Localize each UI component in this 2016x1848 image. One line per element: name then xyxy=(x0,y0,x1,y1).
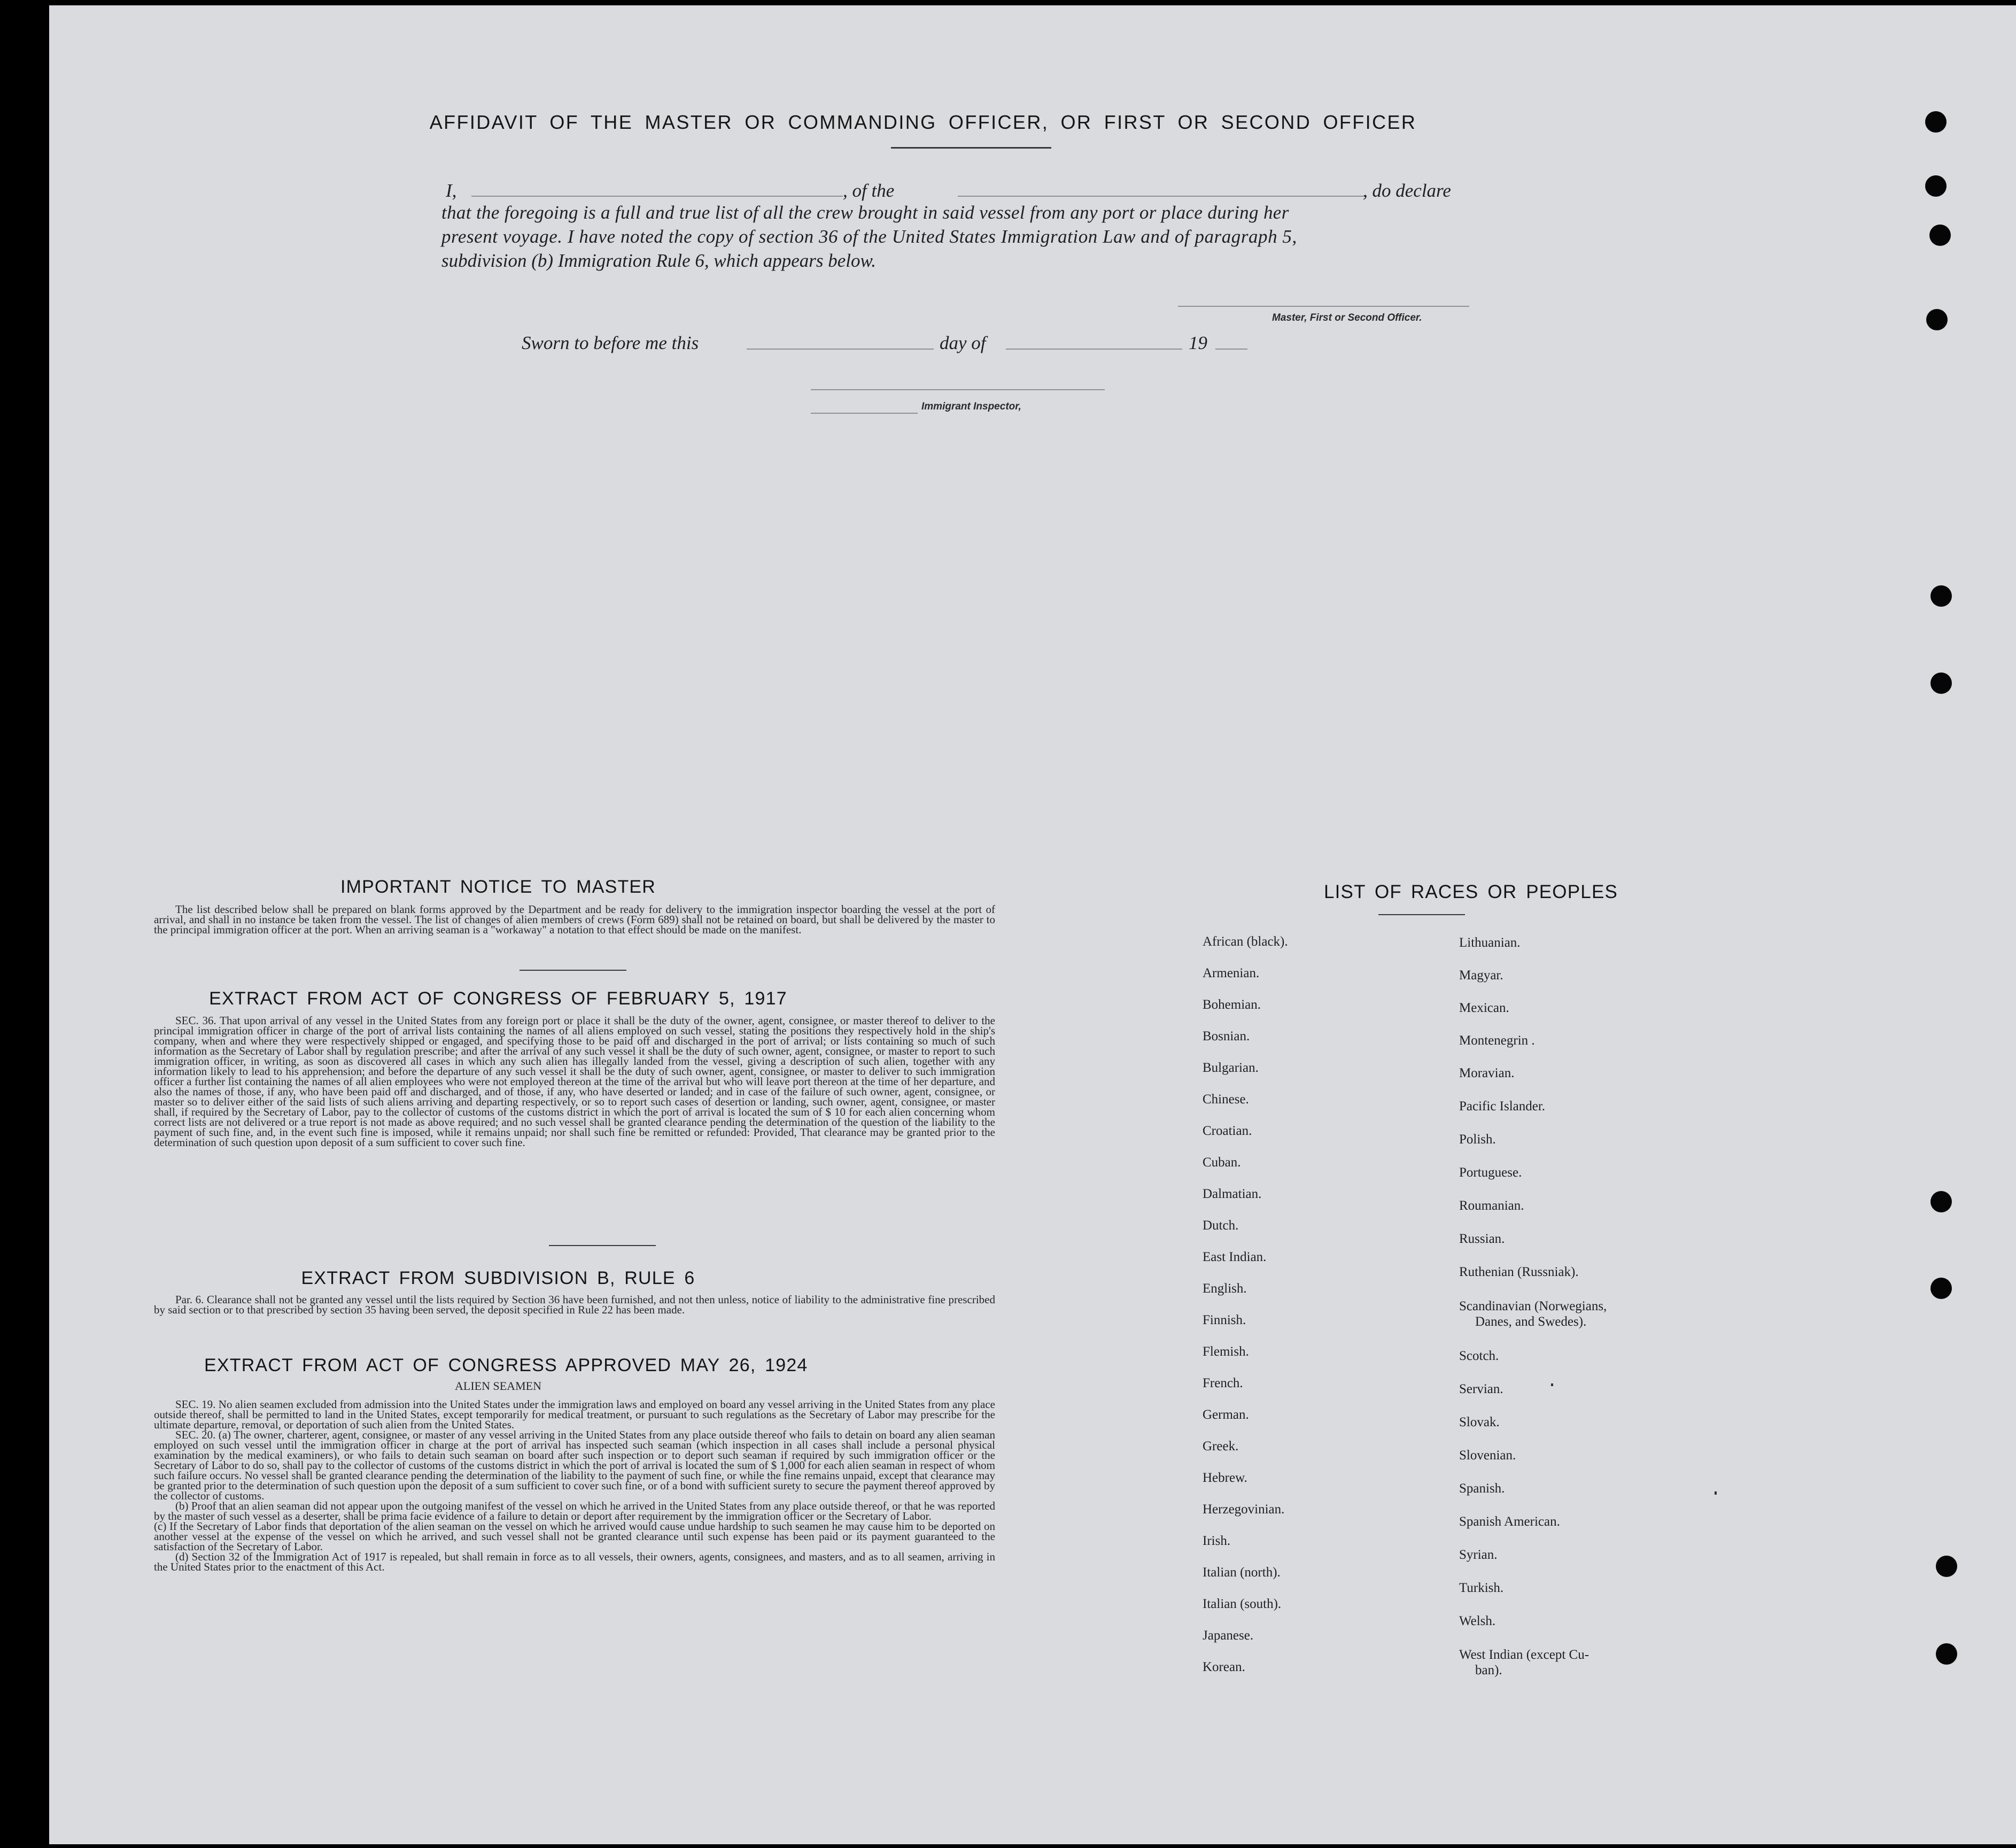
race-item: West Indian (except Cu- xyxy=(1459,1648,1589,1662)
race-item-continued: ban). xyxy=(1475,1663,1502,1677)
sec-20b-paragraph: (b) Proof that an alien seaman did not appear upon the outgoing manifest of the vessel on which he arrived in the United States from any place outside thereof, or that he was reported by the master of such vessel as a deserter, shall be prima facie evidence of a failure to detain or deport after requirement by the immigration officer or the Secretary of Labor. xyxy=(154,1499,995,1522)
race-item: Italian (south). xyxy=(1203,1597,1282,1611)
notice-paragraph: The list described below shall be prepared on blank forms approved by the Department and be ready for delivery to the immigration inspector boarding the vessel at the port of arrival, and shall in no instance be taken from the vessel. The list of changes of alien members of crews (Form 689) shall not be retained on board, but shall be delivered by the master to the principal immigration officer at the port. When an arriving seaman is a "workaway" a notation to that effect should be made on the manifest. xyxy=(154,903,995,936)
races-title: LIST OF RACES OR PEOPLES xyxy=(1323,882,1618,902)
inspector-signature-line[interactable] xyxy=(811,389,1105,390)
extract-rule6-text xyxy=(154,1295,995,1315)
race-item: Mexican. xyxy=(1459,1001,1509,1015)
sworn-prefix: Sworn to before me this xyxy=(522,333,699,353)
race-item: Dalmatian. xyxy=(1203,1187,1262,1201)
punch-hole-icon xyxy=(1929,225,1951,246)
affidavit-title-rule xyxy=(891,147,1051,149)
affidavit-line-4: subdivision (b) Immigration Rule 6, which appears below. xyxy=(441,250,877,271)
sworn-day-of: day of xyxy=(940,333,986,353)
inspector-caption-line xyxy=(811,413,918,414)
race-item: Hebrew. xyxy=(1203,1471,1247,1485)
punch-hole-icon xyxy=(1925,111,1947,133)
race-item: Servian. xyxy=(1459,1382,1503,1396)
race-item: Bulgarian. xyxy=(1203,1061,1259,1075)
race-item: East Indian. xyxy=(1203,1250,1267,1264)
race-item: Syrian. xyxy=(1459,1548,1498,1562)
races-title-rule xyxy=(1378,914,1465,915)
punch-hole-icon xyxy=(1925,175,1947,197)
extract-1924-text xyxy=(154,1399,995,1572)
race-item: Spanish American. xyxy=(1459,1514,1560,1529)
inspector-caption: Immigrant Inspector, xyxy=(921,401,1021,412)
punch-hole-icon xyxy=(1930,672,1952,694)
affidavit-i: I, xyxy=(446,180,457,201)
punch-hole-icon xyxy=(1926,309,1948,330)
ink-speck xyxy=(1551,1383,1553,1386)
race-item: Italian (north). xyxy=(1203,1565,1281,1580)
race-item: Finnish. xyxy=(1203,1313,1246,1327)
extract-1917-text xyxy=(154,1016,995,1148)
race-item: Croatian. xyxy=(1203,1124,1252,1138)
extract-1924-subtitle: ALIEN SEAMEN xyxy=(455,1379,541,1393)
affidavit-do-declare: , do declare xyxy=(1363,180,1451,201)
race-item: Cuban. xyxy=(1203,1155,1241,1170)
race-item: Scotch. xyxy=(1459,1349,1499,1363)
sec-36-paragraph: SEC. 36. That upon arrival of any vessel in the United States from any foreign port or place it shall be the duty of the owner, agent, consignee, or master thereof to deliver to the principal immigration officer in charge of the port of arrival lists containing the names of all aliens employed on such vessel, stating the positions they respectively hold in the ship's company, when and where they were respectively shipped or engaged, and specifying those to be paid off and discharged in the port of arrival; or lists containing so much of such information as the Secretary of Labor shall by regulation prescribe; and after the arrival of any such vessel it shall be the duty of such owner, agent, consignee, or master to report to such immigration officer, in writing, as soon as discovered all cases in which any such alien has illegally landed from the vessel, giving a description of such alien, together with any information likely to lead to his apprehension; and before the departure of any such vessel it shall be the duty of such owner, agent, consignee, or master to deliver to such immigration officer a further list containing the names of all alien employees who were not employed thereon at the time of the arrival but who will leave port thereon at the time of her departure, and also the names of those, if any, who have been paid off and discharged, and of those, if any, who have deserted or landed; and in case of the failure of such owner, agent, consignee, or master so to deliver either of the said lists of such aliens arriving and departing respectively, or so to report such cases of desertion or landing, such owner, agent, consignee, or master shall, if required by the Secretary of Labor, pay to the collector of customs of the customs district in which the port of arrival is located the sum of $ 10 for each alien concerning whom correct lists are not delivered or a true report is not made as above required; and no such vessel shall be granted clearance pending the determination of the question of the liability to the payment of such fine, and, in the event such fine is imposed, while it remains unpaid; nor shall such fine be remitted or refunded: Provided, That clearance may be granted prior to the determination of such question upon deposit of a sum sufficient to cover such fine. xyxy=(154,1014,995,1149)
extract-1924-title: EXTRACT FROM ACT OF CONGRESS APPROVED MAY 26, 1924 xyxy=(204,1355,808,1375)
race-item: Spanish. xyxy=(1459,1481,1505,1496)
race-item: Herzegovinian. xyxy=(1203,1502,1285,1517)
punch-hole-icon xyxy=(1930,1191,1952,1212)
race-item: Slovak. xyxy=(1459,1415,1500,1429)
sec-20c-paragraph: (c) If the Secretary of Labor finds that deportation of the alien seaman on the vessel on which he arrived would cause undue hardship to such seamen he may cause him to be deported on another vessel at the expense of the vessel on which he arrived, and such vessel shall not be granted clearance until such expense has been paid or its payment guaranteed to the satisfaction of the Secretary of Labor. xyxy=(154,1520,995,1553)
race-item: Russian. xyxy=(1459,1232,1505,1246)
race-item: African (black). xyxy=(1203,934,1288,949)
race-item: Portuguese. xyxy=(1459,1165,1522,1180)
race-item: Armenian. xyxy=(1203,966,1260,980)
race-item: Turkish. xyxy=(1459,1581,1504,1595)
affidavit-line-2: that the foregoing is a full and true list of all the crew brought in said vessel from any port or place during her xyxy=(441,202,1289,223)
notice-title: IMPORTANT NOTICE TO MASTER xyxy=(340,877,656,897)
race-item: Montenegrin . xyxy=(1459,1033,1535,1048)
race-item: Welsh. xyxy=(1459,1614,1496,1628)
extract-1917-title: EXTRACT FROM ACT OF CONGRESS OF FEBRUARY 5, 1917 xyxy=(209,988,787,1009)
par-6-paragraph: Par. 6. Clearance shall not be granted any vessel until the lists required by Section 36 have been furnished, and not then unless, notice of liability to the administrative fine prescribed by said section or to that prescribed by section 35 having been served, the deposit specified in Rule 22 has been made. xyxy=(154,1293,995,1316)
race-item: Korean. xyxy=(1203,1660,1245,1674)
sworn-month-blank[interactable] xyxy=(1006,349,1182,350)
notice-text xyxy=(154,904,995,935)
race-item: French. xyxy=(1203,1376,1243,1390)
sworn-year: 19 xyxy=(1189,333,1207,353)
affidavit-of-the: , of the xyxy=(843,180,895,201)
sworn-day-blank[interactable] xyxy=(747,349,934,350)
punch-hole-icon xyxy=(1930,1278,1952,1299)
signature-caption: Master, First or Second Officer. xyxy=(1272,312,1422,323)
race-item: Moravian. xyxy=(1459,1066,1515,1080)
race-item: Japanese. xyxy=(1203,1628,1254,1643)
sec-20a-paragraph: SEC. 20. (a) The owner, charterer, agent, consignee, or master of any vessel arriving in the United States from any place outside thereof who fails to detain on board any alien seaman employed on such vessel until the immigration officer in charge at the port of arrival has inspected such seaman (which inspection in all cases shall include a personal physical examination by the medical examiners), or who fails to detain such seaman on board after such inspection or to deport such seaman if required by such immigration officer or the Secretary of Labor to do so, shall pay to the collector of customs of the customs district in which the port of arrival is located the sum of $ 1,000 for each alien seaman in respect of whom such failure occurs. No vessel shall be granted clearance pending the determination of the liability to the payment of such fine, or while the fine remains unpaid, except that clearance may be granted prior to the determination of such question upon the deposit of a sum sufficient to cover such fine, or of a bond with sufficient surety to secure the payment thereof approved by the collector of customs. xyxy=(154,1428,995,1502)
affidavit-line-3: present voyage. I have noted the copy of section 36 of the United States Immigration Law and of paragraph 5, xyxy=(441,226,1297,247)
race-item: Lithuanian. xyxy=(1459,935,1521,950)
punch-hole-icon xyxy=(1936,1643,1957,1665)
signature-line[interactable] xyxy=(1178,306,1469,307)
form-sheet xyxy=(49,5,2016,1844)
sec-19-paragraph: SEC. 19. No alien seamen excluded from admission into the United States under the immigration laws and employed on board any vessel arriving in the United States from any place outside thereof, shall be permitted to land in the United States, except temporarily for medical treatment, or pursuant to such regulations as the Secretary of Labor may prescribe for the ultimate departure, removal, or deportation of such alien from the United States. xyxy=(154,1398,995,1431)
race-item: Greek. xyxy=(1203,1439,1239,1453)
race-item: Scandinavian (Norwegians, xyxy=(1459,1299,1607,1313)
race-item: Roumanian. xyxy=(1459,1199,1524,1213)
race-item: Dutch. xyxy=(1203,1218,1239,1233)
sworn-year-blank[interactable] xyxy=(1215,349,1247,350)
race-item: Magyar. xyxy=(1459,968,1503,983)
race-item: German. xyxy=(1203,1408,1249,1422)
punch-hole-icon xyxy=(1936,1556,1957,1577)
extract-rule6-title: EXTRACT FROM SUBDIVISION B, RULE 6 xyxy=(301,1268,695,1288)
race-item: Bosnian. xyxy=(1203,1029,1250,1043)
affidavit-title: AFFIDAVIT OF THE MASTER OR COMMANDING OFFICER, OR FIRST OR SECOND OFFICER xyxy=(429,111,1417,133)
race-item: Flemish. xyxy=(1203,1344,1249,1359)
vessel-blank-line[interactable] xyxy=(958,196,1367,197)
race-item-continued: Danes, and Swedes). xyxy=(1475,1315,1587,1329)
race-item: Slovenian. xyxy=(1459,1448,1516,1463)
race-item: Bohemian. xyxy=(1203,998,1261,1012)
race-item: English. xyxy=(1203,1281,1247,1296)
punch-hole-icon xyxy=(1930,585,1952,607)
race-item: Pacific Islander. xyxy=(1459,1099,1546,1114)
race-item: Polish. xyxy=(1459,1132,1496,1147)
name-blank-line[interactable] xyxy=(471,196,843,197)
race-item: Chinese. xyxy=(1203,1092,1249,1107)
notice-rule xyxy=(519,970,626,971)
extract-1917-rule xyxy=(549,1245,656,1246)
ink-speck xyxy=(1715,1491,1717,1495)
race-item: Irish. xyxy=(1203,1534,1231,1548)
sec-20d-paragraph: (d) Section 32 of the Immigration Act of 1917 is repealed, but shall remain in force as to all vessels, their owners, agents, consignees, and masters, and as to all seamen, arriving in the United States prior to the enactment of this Act. xyxy=(154,1550,995,1573)
race-item: Ruthenian (Russniak). xyxy=(1459,1265,1579,1279)
